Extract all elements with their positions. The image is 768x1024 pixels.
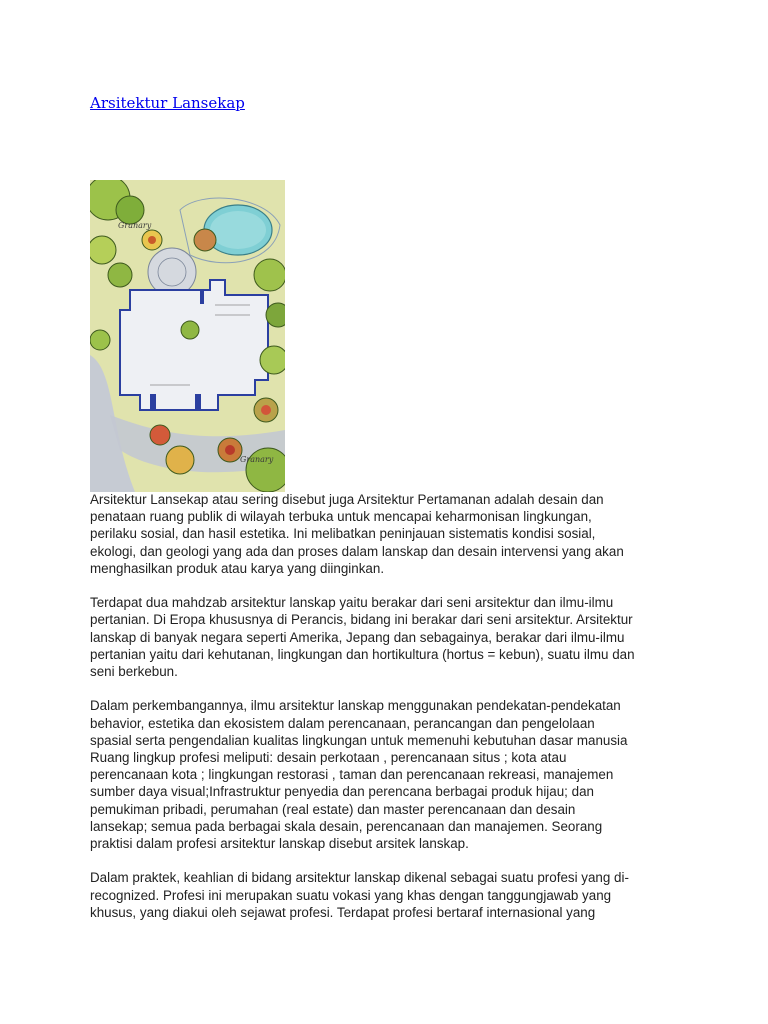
figure-label-bottom: Granary xyxy=(240,455,274,464)
text-line: Dalam praktek, keahlian di bidang arsitektur lanskap dikenal sebagai suatu profesi yang di- xyxy=(90,870,629,886)
text-line: Terdapat dua mahdzab arsitektur lanskap yaitu berakar dari seni arsitektur dan ilmu-ilmu xyxy=(90,595,614,611)
text-line: penataan ruang publik di wilayah terbuka untuk mencapai keharmonisan lingkungan, xyxy=(90,509,592,525)
text-line: pertanian. Di Eropa khususnya di Perancis, bidang ini berakar dari seni arsitektur. Arsitektur xyxy=(90,612,633,628)
text-line: lanskap di banyak negara seperti Amerika, Jepang dan sebagainya, berakar dari ilmu-ilmu xyxy=(90,629,625,645)
text-line: menghasilkan produk atau karya yang diinginkan. xyxy=(90,560,385,576)
paragraph-1 xyxy=(90,491,690,577)
title-link[interactable]: Arsitektur Lansekap xyxy=(90,94,245,112)
paragraph-2 xyxy=(90,594,690,680)
figure-label-top: Granary xyxy=(118,221,152,230)
text-line: Dalam perkembangannya, ilmu arsitektur lanskap menggunakan pendekatan-pendekatan xyxy=(90,698,621,714)
text-line: Arsitektur Lansekap atau sering disebut juga Arsitektur Pertamanan adalah desain dan xyxy=(90,492,604,507)
text-line: seni berkebun. xyxy=(90,664,178,680)
text-line: pemukiman pribadi, perumahan (real estate) dan master perencanaan dan desain xyxy=(90,801,576,817)
text-line: sumber daya visual;Infrastruktur penyedia dan perencana berbagai produk hijau; dan xyxy=(90,784,594,800)
paragraph-4 xyxy=(90,869,690,921)
article-body xyxy=(90,491,690,938)
text-line: lansekap; semua pada berbagai skala desain, perencanaan dan manajemen. Seorang xyxy=(90,818,603,834)
text-line: Ruang lingkup profesi meliputi: desain perkotaan , perencanaan situs ; kota atau xyxy=(90,750,567,766)
text-line: ekologi, dan geologi yang ada dan proses dalam lanskap dan desain intervensi yang akan xyxy=(90,543,624,559)
paragraph-3 xyxy=(90,697,690,852)
text-line: spasial serta pengendalian kualitas lingkungan untuk memenuhi kebutuhan dasar manusia xyxy=(90,732,628,748)
text-line: praktisi dalam profesi arsitektur lanskap disebut arsitek lanskap. xyxy=(90,836,469,852)
text-line: khusus, yang diakui oleh sejawat profesi. Terdapat profesi bertaraf internasional yang xyxy=(90,904,596,920)
text-line: behavior, estetika dan ekosistem dalam perencanaan, perancangan dan pengelolaan xyxy=(90,715,595,731)
landscape-plan-image xyxy=(90,180,285,492)
text-line: pertanian yaitu dari kehutanan, lingkungan dan hortikultura (hortus = kebun), suatu ilmu dan xyxy=(90,646,635,662)
text-line: perencanaan kota ; lingkungan restorasi , taman dan perencanaan rekreasi, manajemen xyxy=(90,767,614,783)
text-line: recognized. Profesi ini merupakan suatu vokasi yang khas dengan tanggungjawab yang xyxy=(90,887,612,903)
text-line: perilaku sosial, dan hasil estetika. Ini melibatkan peninjauan sistematis kondisi sosial, xyxy=(90,526,596,542)
